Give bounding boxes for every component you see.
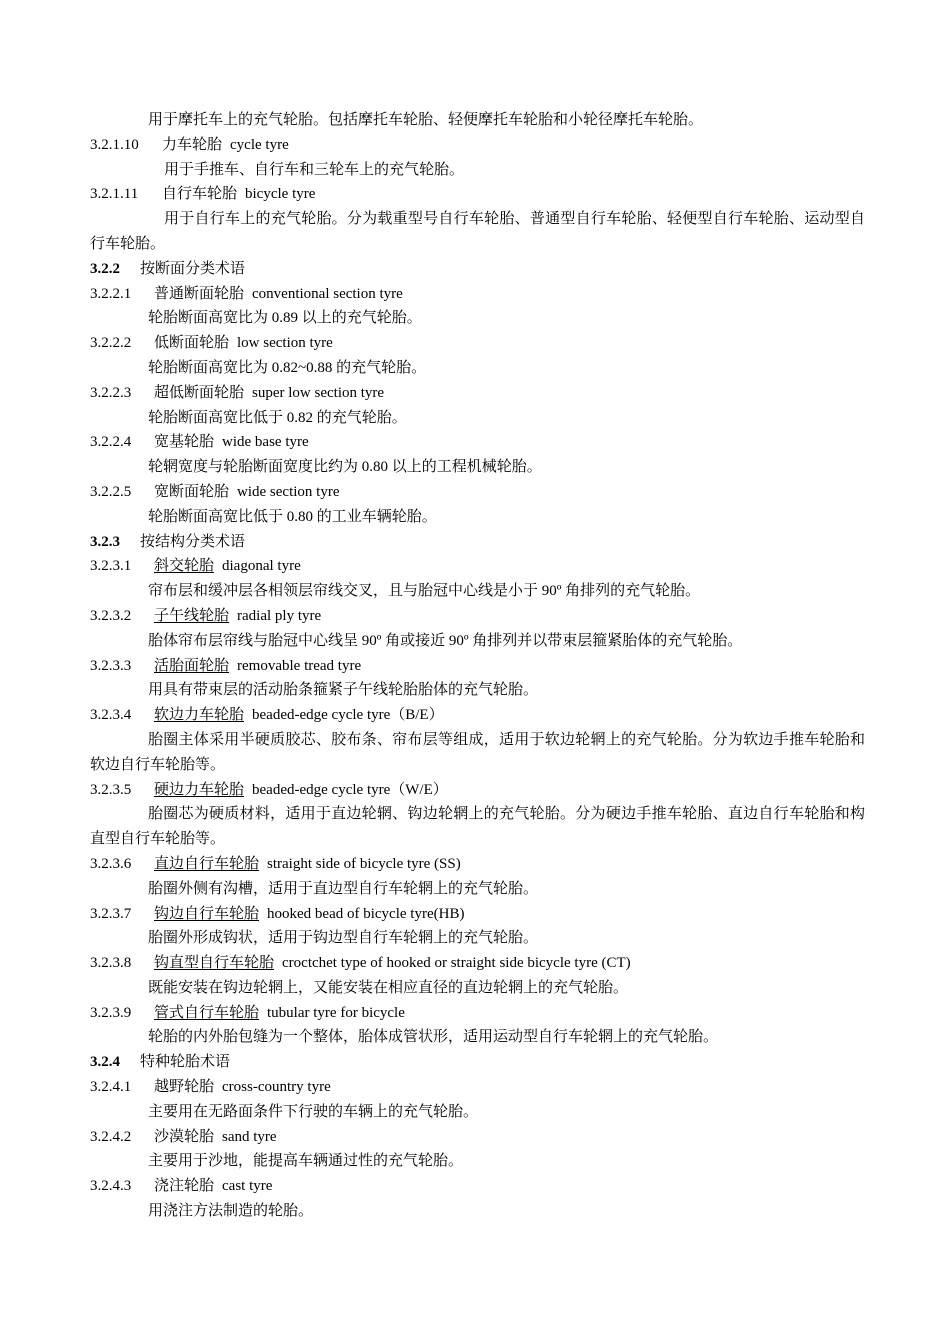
term-entry <box>90 951 865 976</box>
definition-line: 轮胎断面高宽比低于 0.80 的工业车辆轮胎。 <box>148 508 437 525</box>
term-chinese: 低断面轮胎 <box>154 335 230 352</box>
term-number: 3.2.2.1 <box>90 285 132 302</box>
term-entry <box>90 282 865 307</box>
term-entry <box>90 554 865 579</box>
term-english: sand tyre <box>222 1128 277 1145</box>
term-entry <box>90 778 865 803</box>
term-number: 3.2.1.10 <box>90 136 139 153</box>
term-entry <box>90 703 865 728</box>
term-english: hooked bead of bicycle tyre(HB) <box>267 905 465 922</box>
term-chinese: 浇注轮胎 <box>154 1178 215 1195</box>
term-number: 3.2.3.7 <box>90 905 132 922</box>
section-number: 3.2.3 <box>90 533 120 550</box>
term-entry <box>90 604 865 629</box>
section-heading <box>90 257 865 282</box>
term-english: bicycle tyre <box>245 186 316 203</box>
term-english: straight side of bicycle tyre (SS) <box>267 855 461 872</box>
definition-line: 用浇注方法制造的轮胎。 <box>148 1203 314 1220</box>
definition-paragraph: 胎圈主体采用半硬质胶芯、胶布条、帘布层等组成，适用于软边轮辋上的充气轮胎。分为软边手推车轮胎和软边自行车轮胎等。 <box>90 731 865 773</box>
definition-line: 轮胎断面高宽比低于 0.82 的充气轮胎。 <box>148 409 407 426</box>
term-english: wide section tyre <box>237 483 340 500</box>
term-entry <box>90 381 865 406</box>
term-number: 3.2.4.2 <box>90 1128 132 1145</box>
section-title: 按断面分类术语 <box>140 260 246 277</box>
term-number: 3.2.3.1 <box>90 558 132 575</box>
definition-line: 用于摩托车上的充气轮胎。包括摩托车轮胎、轻便摩托车轮胎和小轮径摩托车轮胎。 <box>148 112 704 128</box>
definition-line: 用于手推车、自行车和三轮车上的充气轮胎。 <box>164 161 465 178</box>
term-entry <box>90 852 865 877</box>
term-chinese: 硬边力车轮胎 <box>154 781 245 798</box>
term-chinese: 软边力车轮胎 <box>154 707 245 724</box>
definition-line: 帘布层和缓冲层各相领层帘线交叉，且与胎冠中心线是小于 90º 角排列的充气轮胎。 <box>148 583 701 600</box>
term-english: tubular tyre for bicycle <box>267 1004 405 1021</box>
term-english: cross-country tyre <box>222 1079 331 1096</box>
term-entry <box>90 654 865 679</box>
term-english: cycle tyre <box>230 136 289 153</box>
term-english: low section tyre <box>237 335 333 352</box>
definition-line: 胎圈外侧有沟槽，适用于直边型自行车轮辋上的充气轮胎。 <box>148 880 539 897</box>
definition-paragraph: 用于自行车上的充气轮胎。分为载重型号自行车轮胎、普通型自行车轮胎、轻便型自行车轮胎、运动型自行车轮胎。 <box>90 211 865 252</box>
term-number: 3.2.3.5 <box>90 781 132 798</box>
section-number: 3.2.4 <box>90 1054 120 1071</box>
term-entry <box>90 430 865 455</box>
term-entry <box>90 1001 865 1026</box>
term-english: super low section tyre <box>252 384 385 401</box>
term-chinese: 钩直型自行车轮胎 <box>154 955 275 972</box>
section-title: 特种轮胎术语 <box>140 1054 231 1071</box>
section-title: 按结构分类术语 <box>140 533 246 550</box>
definition-paragraph: 胎圈芯为硬质材料，适用于直边轮辋、钩边轮辋上的充气轮胎。分为硬边手推车轮胎、直边自行车轮胎和构直型自行车轮胎等。 <box>90 806 865 848</box>
term-entry <box>90 1075 865 1100</box>
document-body <box>90 108 865 1224</box>
section-number: 3.2.2 <box>90 260 120 277</box>
definition-line: 主要用于沙地，能提高车辆通过性的充气轮胎。 <box>148 1153 464 1170</box>
term-entry <box>90 902 865 927</box>
term-number: 3.2.3.3 <box>90 657 132 674</box>
term-chinese: 钩边自行车轮胎 <box>154 905 260 922</box>
definition-line: 轮胎断面高宽比为 0.82~0.88 的充气轮胎。 <box>148 359 427 376</box>
term-number: 3.2.2.5 <box>90 483 132 500</box>
term-number: 3.2.2.2 <box>90 335 132 352</box>
definition-line: 轮辋宽度与轮胎断面宽度比约为 0.80 以上的工程机械轮胎。 <box>148 459 542 476</box>
term-entry <box>90 331 865 356</box>
term-chinese: 管式自行车轮胎 <box>154 1004 260 1021</box>
term-chinese: 力车轮胎 <box>162 136 223 153</box>
term-chinese: 宽基轮胎 <box>154 434 215 451</box>
term-number: 3.2.3.4 <box>90 707 132 724</box>
term-number: 3.2.2.4 <box>90 434 132 451</box>
term-number: 3.2.3.2 <box>90 607 132 624</box>
term-entry <box>90 480 865 505</box>
term-english: wide base tyre <box>222 434 309 451</box>
term-chinese: 斜交轮胎 <box>154 558 215 575</box>
term-number: 3.2.4.1 <box>90 1079 132 1096</box>
term-english: beaded-edge cycle tyre（B/E） <box>252 707 444 724</box>
term-english: croctchet type of hooked or straight side bicycle tyre (CT) <box>282 955 631 972</box>
term-english: diagonal tyre <box>222 558 301 575</box>
term-entry <box>90 1174 865 1199</box>
term-number: 3.2.3.9 <box>90 1004 132 1021</box>
definition-line: 主要用在无路面条件下行驶的车辆上的充气轮胎。 <box>148 1103 479 1120</box>
section-heading <box>90 530 865 555</box>
definition-line: 胎圈外形成钩状，适用于钩边型自行车轮辋上的充气轮胎。 <box>148 930 539 947</box>
definition-line: 轮胎的内外胎包缝为一个整体，胎体成管状形，适用运动型自行车轮辋上的充气轮胎。 <box>148 1029 719 1046</box>
term-number: 3.2.3.6 <box>90 855 132 872</box>
term-number: 3.2.3.8 <box>90 955 132 972</box>
term-english: radial ply tyre <box>237 607 322 624</box>
definition-line: 用具有带束层的活动胎条箍紧子午线轮胎胎体的充气轮胎。 <box>148 682 539 699</box>
term-english: conventional section tyre <box>252 285 403 302</box>
term-chinese: 宽断面轮胎 <box>154 483 230 500</box>
term-chinese: 沙漠轮胎 <box>154 1128 215 1145</box>
term-entry <box>90 182 865 207</box>
term-chinese: 超低断面轮胎 <box>154 384 245 401</box>
term-english: beaded-edge cycle tyre（W/E） <box>252 781 448 798</box>
term-chinese: 越野轮胎 <box>154 1079 215 1096</box>
term-chinese: 普通断面轮胎 <box>154 285 245 302</box>
term-number: 3.2.4.3 <box>90 1178 132 1195</box>
term-chinese: 子午线轮胎 <box>154 607 230 624</box>
term-chinese: 活胎面轮胎 <box>154 657 230 674</box>
definition-line: 既能安装在钩边轮辋上，又能安装在相应直径的直边轮辋上的充气轮胎。 <box>148 979 629 996</box>
term-english: removable tread tyre <box>237 657 362 674</box>
term-chinese: 直边自行车轮胎 <box>154 855 260 872</box>
term-chinese: 自行车轮胎 <box>162 186 238 203</box>
term-entry <box>90 1125 865 1150</box>
definition-line: 胎体帘布层帘线与胎冠中心线呈 90º 角或接近 90º 角排列并以带束层箍紧胎体的充气轮胎。 <box>148 632 743 649</box>
section-heading <box>90 1050 865 1075</box>
term-number: 3.2.1.11 <box>90 186 139 203</box>
definition-line: 轮胎断面高宽比为 0.89 以上的充气轮胎。 <box>148 310 422 327</box>
term-entry <box>90 133 865 158</box>
term-number: 3.2.2.3 <box>90 384 132 401</box>
term-english: cast tyre <box>222 1178 273 1195</box>
